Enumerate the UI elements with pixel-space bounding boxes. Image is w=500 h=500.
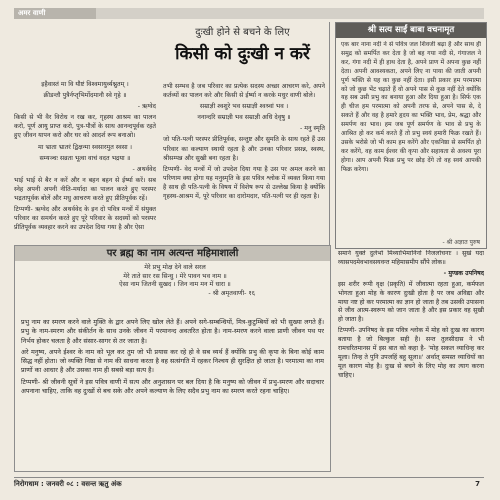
verse-text: समाने युक्ते दुर्लभो मिथ्याभिमानिनो निजलोचनाः । सुखं यदा व्यासपदमेवभावसयवन्त महिमासमीप सौंपे लोक॥ <box>338 250 484 266</box>
page-number: 7 <box>475 480 480 488</box>
footer-text: निरोगधाम : जनवरी ०८ : वसन्त ऋतु अंक <box>14 480 122 488</box>
paragraph: टिप्पणी- उपनिषद के इस पवित्र श्लोक में मोह को दुःख का कारण बताया है जो बिल्कुल सही है। सन्त तुलसीदास ने भी रामचरितमानस में इस बात को कहा है- 'मोह सकल व्याधिन्ह कर मूला। तिन्ह ते पुनि उपजहिं बहु सूला॥' अर्थात् समस्त व्याधियों का मूल कारण मोह है। दुःख से बचने के लिए मोह का त्याग करना चाहिए। <box>338 327 484 379</box>
verse-source: - ऋग्वेद <box>137 103 156 111</box>
box-signature: - श्री अज्ञात पुरुष <box>442 239 480 246</box>
verse-block <box>95 264 255 298</box>
verse-line: सम्यञ्चः सव्रता भूत्वा वाचं वदत भद्रया ॥ <box>39 154 131 162</box>
verse-line: क्रीडन्तौ पुत्रैर्नप्तृभिर्मोदमानौ स्वे गृहे ॥ <box>43 92 127 100</box>
article-title: किसी को दुःखी न करें <box>175 44 310 64</box>
paragraph: टिप्पणी- ऋग्वेद और अथर्ववेद के इन दो पवित्र मन्त्रों में संयुक्त परिवार का समर्थन करते हुए पूरे परिवार के सदस्यों को परस्पर प्रीतिपूर्वक व्यवहार करने का उपदेश दिया गया है और ऐसा <box>14 206 156 232</box>
column-divider <box>329 22 330 245</box>
article-title-block <box>160 22 325 80</box>
article-middle-column <box>163 82 325 245</box>
verse-source: - अथर्ववेद <box>132 165 156 173</box>
paragraph: किसी से भी वैर विरोध न रख कर, गृहस्थ आश्रम का पालन करो, पूर्ण आयु प्राप्त करो, पुत्र-पौत्रों के साथ आनन्दपूर्वक रहते हुए जीवन यापन करो और घर को आदर्श रूप बनाओ। <box>14 114 156 140</box>
verse-line: मेरे प्रभु मोक्ष देने वाले सरल <box>144 264 206 271</box>
section-tag: अमर वाणी <box>14 8 96 19</box>
verse-line: ऐसा नाम जितनी सुखद । जिन नाम मन में धारा ॥ <box>119 281 231 289</box>
verse-line: सम्राज्ञी श्वशुरे भव सम्राज्ञी श्वश्र्वां भव । <box>199 103 289 111</box>
sai-baba-box <box>335 22 487 249</box>
verse-source: - श्री अमृतवाणी- १६ <box>208 289 255 297</box>
box-title: श्री सत्य साईं बाबा वचनामृत <box>336 23 486 38</box>
paragraph: टिप्पणी- वेद मन्त्रों में जो उपदेश दिया गया है उस पर अमल करने का परिणाम क्या होगा यह मनुस्मृति के इस पवित्र श्लोक में व्यक्त किया गया है साथ ही पति-पत्नी के विषय में विशेष रूप से उल्लेख किया है क्योंकि गृहस्थ-आश्रम में, पूरे परिवार का दारोमदार, पति-पत्नी पर ही रहता है। <box>163 165 325 201</box>
box-title: पर ब्रह्म का नाम अत्यन्त महिमाशाली <box>15 246 330 261</box>
paragraph: टिप्पणी- श्री जीवनी सूत्रों ने इस पवित्र वाणी में सत्य और अनुशासन पर बल दिया है कि मनुष्य को जीवन में प्रभु-स्मरण और सदाचार अपनाना चाहिए, ताकि वह दुःखों से बच सके और अपने कल्याण के लिए सदैव प्रभु नाम का स्मरण करते रहना चाहिए। <box>21 377 324 396</box>
verse-source: - मनु स्मृति <box>300 125 325 133</box>
paragraph: जो पति-पत्नी परस्पर प्रीतिपूर्वक, सन्तुष्ट और सुमति के साथ रहते हैं उस परिवार का कल्याण स्थायी रहता है और उनका परिवार प्रसन्न, स्वस्थ, श्रीसम्पन्न और सुखी बना रहता है। <box>163 136 325 162</box>
article-subtitle: दुःखी होने से बचने के लिए <box>195 27 290 38</box>
paragraph: तभी सम्भव है जब परिवार का प्रत्येक सदस्य अच्छा आचरण करे, अपने कर्तव्यों का पालन करे और किसी से ईर्ष्या न करके मधुर वाणी बोले। <box>163 83 325 100</box>
paragraph: इस शरीर रूपी वृक्ष (प्रकृति) में जीवात्मा रहता हुआ, कर्मफल भोगता हुआ मोह के कारण दुःखी होता है पर जब अविद्या और माया नष्ट हो कर परमात्मा का ज्ञान हो जाता है तब उसकी उपासना से जीव आत्म-स्वरूप को जान जाता है और इस प्रकार वह सुखी हो जाता है। <box>338 280 484 324</box>
article-left-column <box>14 80 156 245</box>
verse-line: ननान्दरि सम्राज्ञी भव सम्राज्ञी अधि देवृषु ॥ <box>197 114 291 122</box>
box-text <box>21 318 324 466</box>
upanishad-column <box>338 250 484 475</box>
box-text: एक बार नाना नदी ने से पवित्र जल शिवजी बढ़ा है और साथ ही समुद्र को समर्पित कर देता है जो बह गया नदी से, गंगाजल ने कर, गंगा नदी में ही हाथ देता है, अपने प्राण में अपना कुछ नहीं देता। अपनी आवश्यकता, अपने लिए ना पाया की जाती अपनी पूर्ण भक्ति से यह का कुछ नहीं देता। इसी प्रकार हम परमात्मा को जो कुछ भेंट चढ़ाते हैं वो अपने पास से कुछ नहीं देते क्योंकि यह सब उसी प्रभु का बनाया हुआ और दिया हुआ है। सिर्फ एक ही चीज हम परमात्मा को अपनी तरफ से, अपने पास से, दे सकते हैं और वह है हमारे हृदय का भक्ति भाव, प्रेम, श्रद्धा और समर्पण का भाव। हम जब पूर्ण समर्पण के भाव से प्रभु के आश्रित हो कर कर्म करते हैं तो प्रभु स्वयं हमारी फिक्र रखते हैं। उसके भरोसे जो भी काम हम करेंगे और एकनिष्ठा से समर्पित हो कर करेंगे, वह काम ईश्वर की कृपा और सहायता से अवश्य पूरा होगा। आप अपनी फिक्र प्रभु पर छोड़ देंगे तो वह स्वयं आपकी फिक्र करेगा। <box>341 41 481 173</box>
paragraph: प्रभु नाम का स्मरण करने वाले मुक्ति के द्वार अपने लिए खोल लेते हैं। अपने सगे-सम्बन्धियों, मित्र-कुटुम्बियों को भी सुख्या लगते हैं। प्रभु के नाम-स्मरण और संकीर्तन के साथ उनके जीवन में परमानन्द अवतरित होता है। नाम-स्मरण करने वाला प्राणी जीवन पथ पर निर्भय होकर चलता है और संसार-सागर से तर जाता है। <box>21 318 324 345</box>
verse-line: मेरे ताते सार रस सिन्धु । मेरे पावन भव नाम ॥ <box>123 272 227 280</box>
page-footer <box>14 477 484 491</box>
verse-line: मा भ्राता भ्रातरं द्विक्षन्मा स्वसारमुत स्वसा । <box>37 143 133 151</box>
verse-source: - मुण्डक उपनिषद <box>443 269 484 277</box>
brahma-naam-box <box>14 245 331 472</box>
verse-line: इहैवास्तं मा वि यौष्टं विश्वमायुर्व्यश्नुतम् । <box>41 81 129 88</box>
paragraph: अरे मनुष्य, अपने ईश्वर के नाम को भूल कर तुम जो भी प्रयास कर रहे हो वे सब व्यर्थ हैं क्योंकि प्रभु की कृपा के बिना कोई काम सिद्ध नहीं होता। जो व्यक्ति निष्ठा से नाम की साधना करता है वह सत्संगति में रहकर निश्चय ही सुरक्षित हो जाता है। परमात्मा का नाम प्राणों का आधार है और उसका नाम ही सबसे बड़ा सत्य है। <box>21 347 324 375</box>
paragraph: भाई भाई से बैर न करें और न बहन बहन से ईर्ष्या करें। सब स्नेह अपनी अपनी नीति-मर्यादा का पालन करते हुए परस्पर भद्रतापूर्वक बोलें और मधु आचरण करते हुए प्रीतिपूर्वक रहें। <box>14 176 156 203</box>
